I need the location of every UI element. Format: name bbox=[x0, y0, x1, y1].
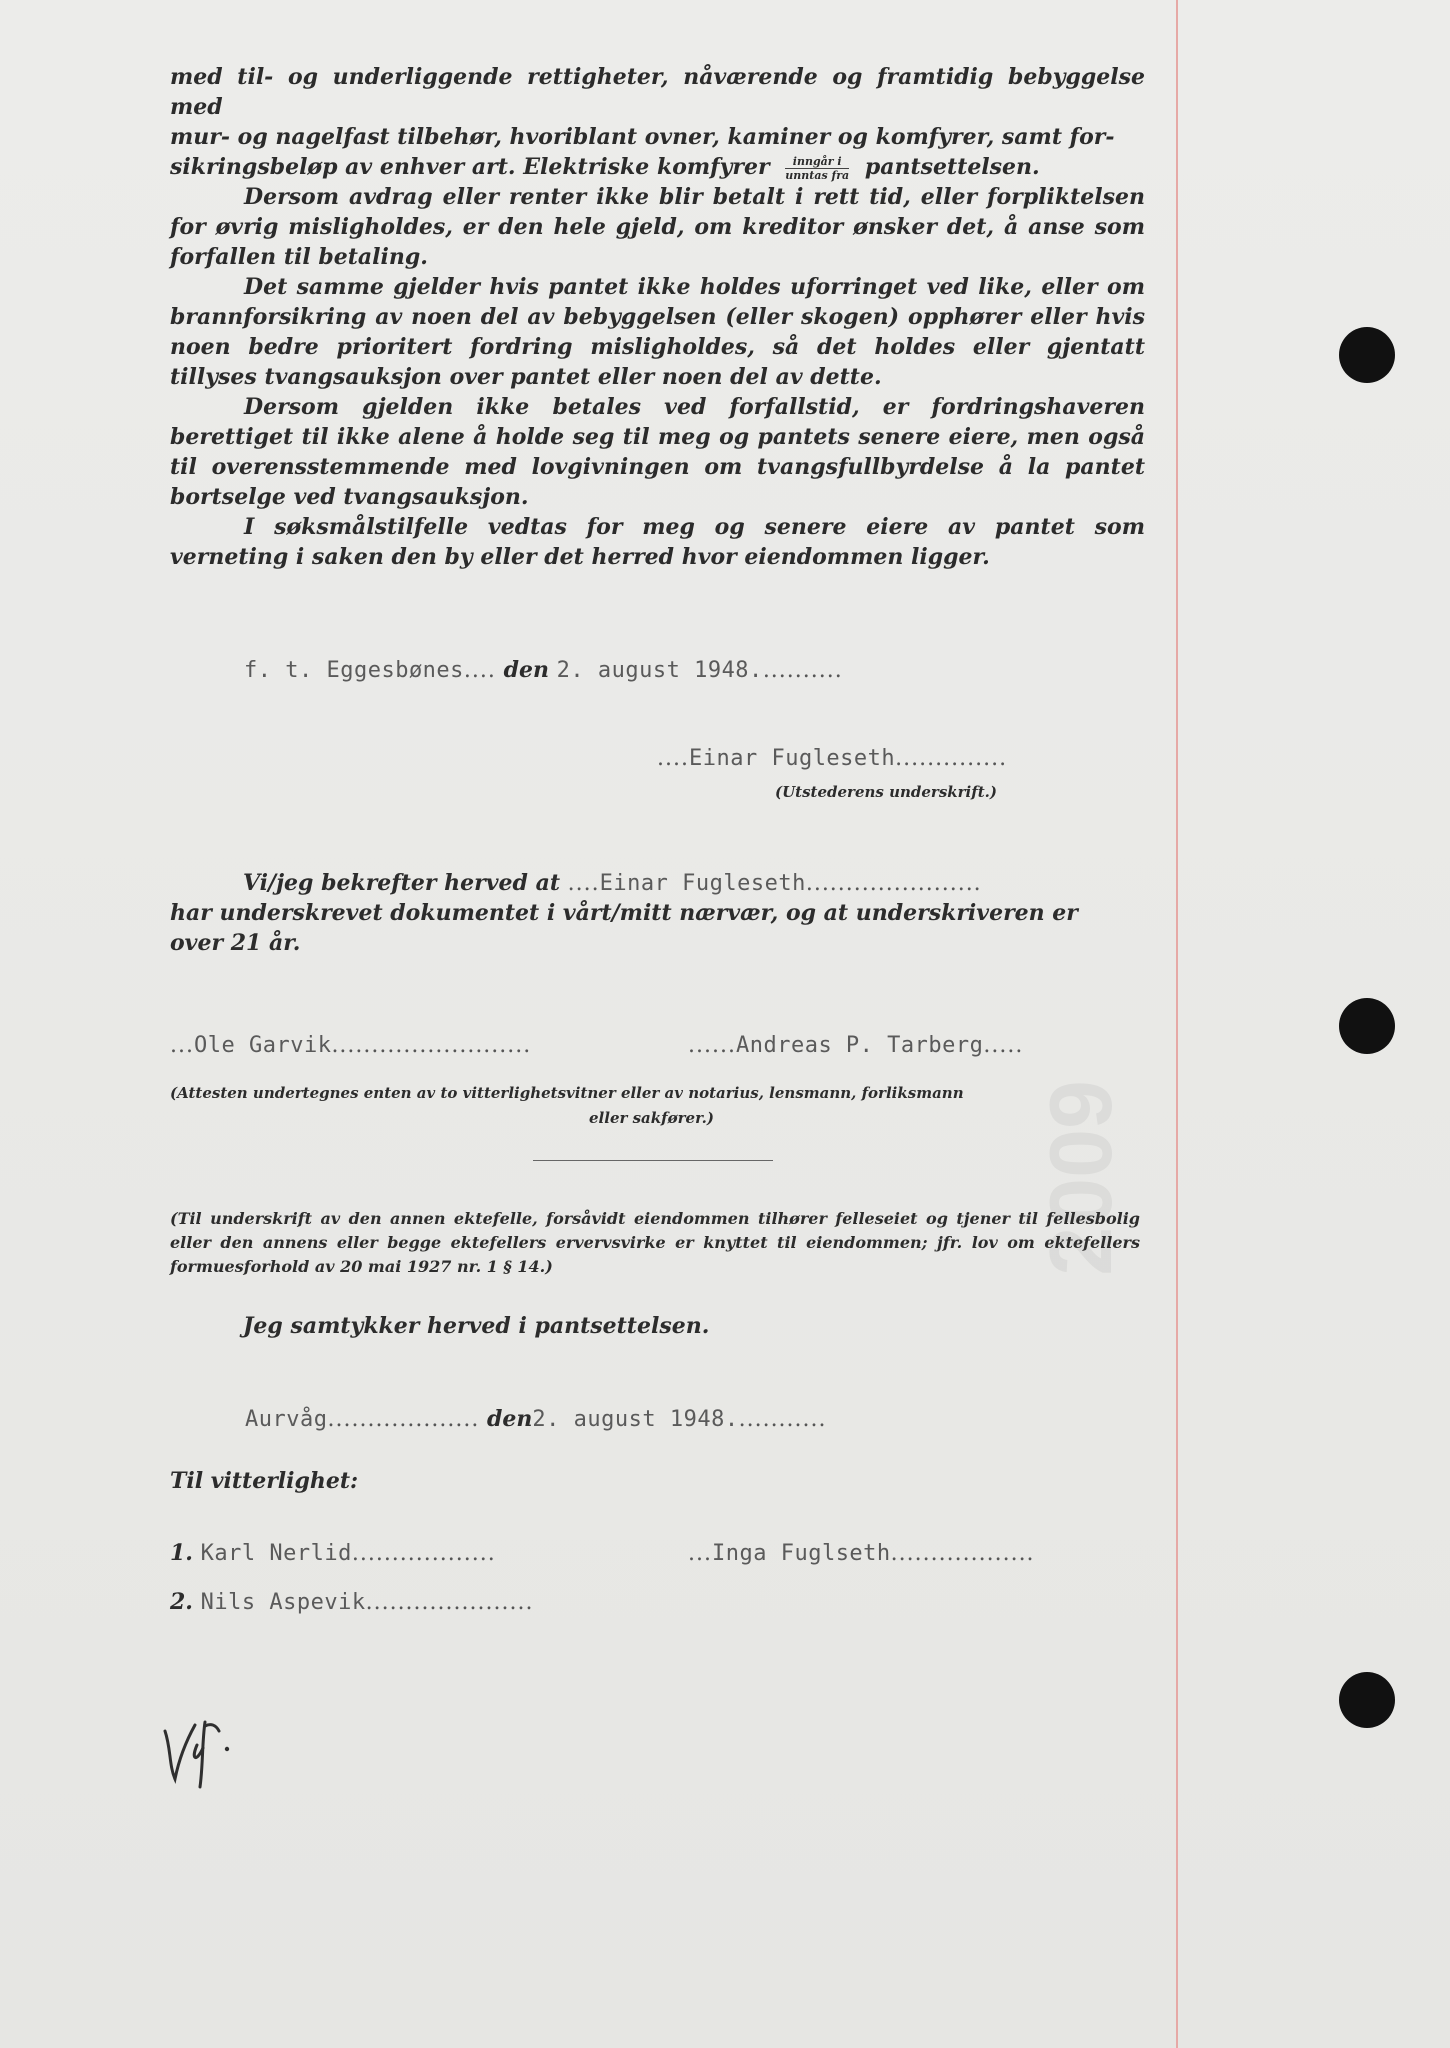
attestation-note-line-1: (Attesten undertegnes enten av to vitterlighetsvitner eller av notarius, lensmann, forliksmann bbox=[170, 1084, 964, 1102]
issuer-name: Einar Fugleseth bbox=[688, 746, 896, 771]
terms-line-3-start: sikringsbeløp av enhver art. Elektriske komfyrer bbox=[170, 154, 770, 180]
witness-heading: Til vitterlighet: bbox=[170, 1468, 359, 1494]
spouse-signature-note: (Til underskrift av den annen ektefelle, forsåvidt eiendommen tilhører felleseiet og tjener til fellesbolig eller den annens eller begge ektefellers ervervsvirke er knyttet til eiendommen; jfr. lov om ektefellers formuesforhold av 20 mai 1927 nr. 1 § 14.) bbox=[170, 1209, 1140, 1276]
attestation-line-2: har underskrevet dokumentet i vårt/mitt nærvær, og at underskriveren er bbox=[170, 900, 1078, 926]
attested-name: Einar Fugleseth bbox=[599, 871, 806, 896]
issuer-signature-caption: (Utstederens underskrift.) bbox=[775, 783, 997, 801]
consent-den-label: den bbox=[487, 1406, 533, 1432]
stove-option-fraction bbox=[785, 155, 849, 182]
fraction-bottom: unntas fra bbox=[785, 168, 850, 182]
issuer-signature-line: ....Einar Fugleseth.............. bbox=[657, 746, 1008, 771]
handwritten-initials-mark bbox=[155, 1705, 245, 1795]
place-date-line: f. t. Eggesbønes.... den 2. august 1948........... bbox=[244, 657, 843, 683]
consent-place-date-line: Aurvåg................... den2. august 1948............ bbox=[245, 1406, 827, 1432]
fraction-top: inngår i bbox=[785, 155, 849, 169]
witness-ole-garvik: Ole Garvik bbox=[193, 1033, 332, 1058]
margin-line bbox=[1176, 0, 1178, 2048]
terms-line-2: mur- og nagelfast tilbehør, hvoriblant ovner, kaminer og komfyrer, samt for- bbox=[170, 124, 1115, 150]
witness-row-2: 2. Nils Aspevik..................... bbox=[170, 1589, 534, 1615]
consent-statement: Jeg samtykker herved i pantsettelsen. bbox=[243, 1313, 710, 1339]
witness-signature-left: ...Ole Garvik......................... bbox=[170, 1033, 532, 1058]
punch-hole-icon bbox=[1339, 998, 1395, 1054]
witness-signature-right: ......Andreas P. Tarberg..... bbox=[688, 1033, 1024, 1058]
attestation-prefix: Vi/jeg bekrefter herved at bbox=[243, 870, 560, 896]
witness-karl-nerlid: Karl Nerlid bbox=[200, 1541, 352, 1566]
witness-row-2-number: 2. bbox=[170, 1589, 193, 1615]
den-label: den bbox=[503, 657, 549, 683]
terms-line-3-end: pantsettelsen. bbox=[864, 154, 1040, 180]
date-value: 2. august 1948. bbox=[556, 658, 763, 683]
section-divider bbox=[533, 1160, 773, 1161]
witness-nils-aspevik: Nils Aspevik bbox=[200, 1590, 366, 1615]
witness-row-1-number: 1. bbox=[170, 1540, 193, 1566]
punch-hole-icon bbox=[1339, 327, 1395, 383]
attestation-line-1: Vi/jeg bekrefter herved at ....Einar Fugleseth...................... bbox=[243, 870, 982, 896]
witness-row-1-right: ...Inga Fuglseth.................. bbox=[688, 1541, 1035, 1566]
terms-paragraph-5: I søksmålstilfelle vedtas for meg og senere eiere av pantet som verneting i saken den by eller det herred hvor eiendommen ligger. bbox=[170, 514, 1145, 570]
faint-background-mark: 2009 bbox=[1031, 1080, 1130, 1276]
terms-line-1: med til- og underliggende rettigheter, nåværende og framtidig bebyggelse med bbox=[170, 64, 1145, 120]
consent-place: Aurvåg bbox=[245, 1407, 328, 1432]
terms-paragraph-4: Dersom gjelden ikke betales ved forfallstid, er fordringshaveren berettiget til ikke alene å holde seg til meg og pantets senere eiere, men også til overensstemmende med lovgivningen om tvangsfullbyrdelse å la pantet bortselge ved tvangsauksjon. bbox=[170, 394, 1145, 510]
witness-andreas-tarberg: Andreas P. Tarberg bbox=[735, 1033, 984, 1058]
attestation-note-line-2: eller sakfører.) bbox=[589, 1109, 714, 1127]
terms-paragraph-3: Det samme gjelder hvis pantet ikke holdes uforringet ved like, eller om brannforsikring av noen del av bebyggelsen (eller skogen) opphører eller hvis noen bedre prioritert fordring misligholdes, så det holdes eller gjentatt tillyses tvangsauksjon over pantet eller noen del av dette. bbox=[170, 274, 1145, 390]
place-value: f. t. Eggesbønes bbox=[244, 658, 464, 683]
terms-paragraph-1 bbox=[170, 62, 1145, 182]
witness-inga-fuglseth: Inga Fuglseth bbox=[711, 1541, 891, 1566]
mortgage-terms-text bbox=[170, 62, 1145, 572]
punch-hole-icon bbox=[1339, 1672, 1395, 1728]
witness-row-1-left: 1. Karl Nerlid.................. bbox=[170, 1540, 496, 1566]
attestation-line-3: over 21 år. bbox=[170, 930, 301, 956]
terms-paragraph-2: Dersom avdrag eller renter ikke blir betalt i rett tid, eller forpliktelsen for øvrig misligholdes, er den hele gjeld, om kreditor ønsker det, å anse som forfallen til betaling. bbox=[170, 184, 1145, 270]
consent-date: 2. august 1948. bbox=[532, 1407, 739, 1432]
